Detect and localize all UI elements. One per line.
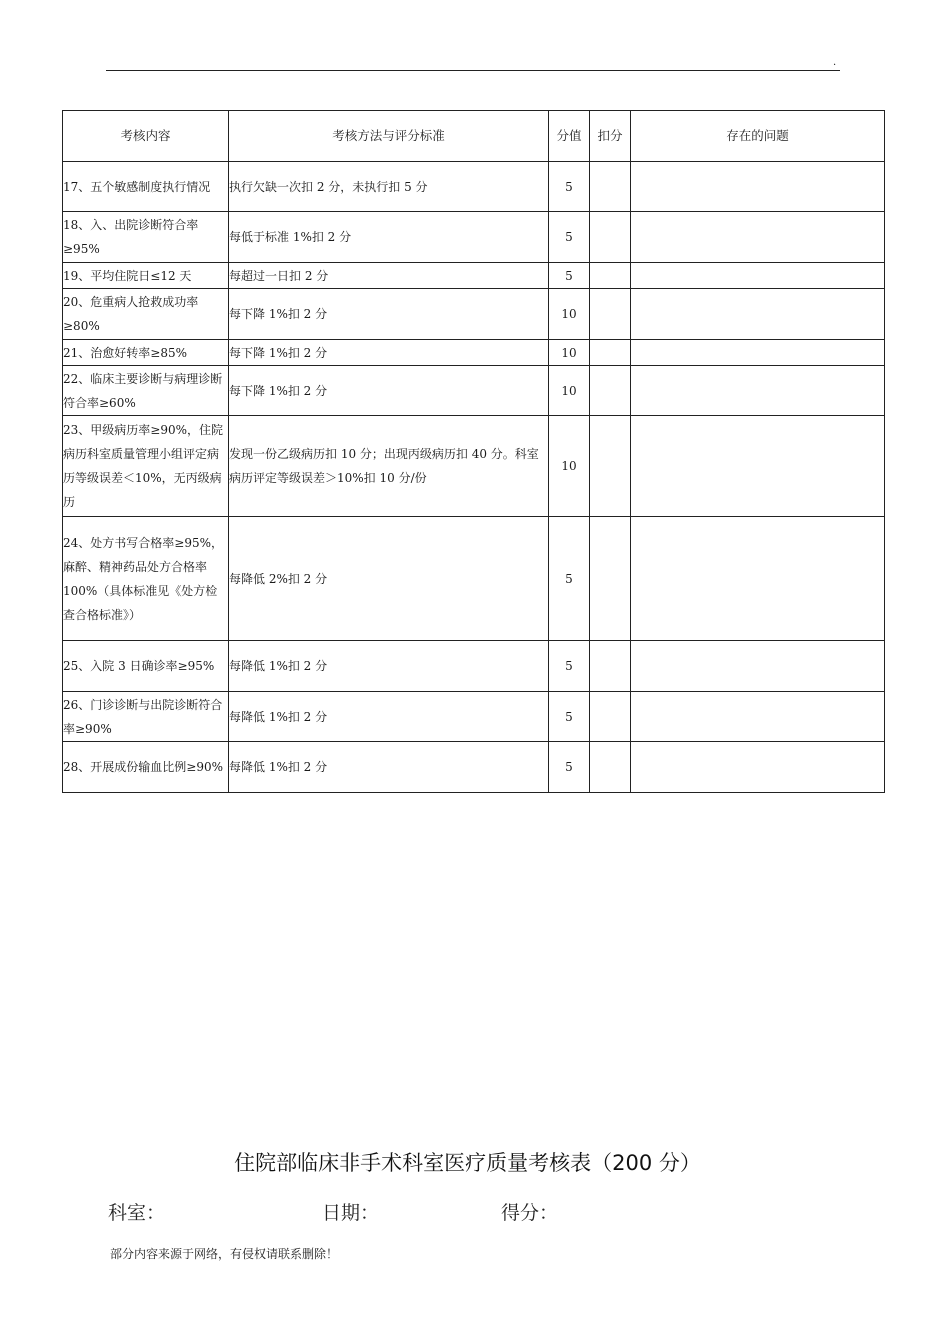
- department-label: 科室：: [108, 1202, 166, 1224]
- row-method: 执行欠缺一次扣 2 分，未执行扣 5 分: [229, 162, 549, 212]
- row-score: 10: [549, 340, 590, 366]
- form-title: 住院部临床非手术科室医疗质量考核表（200 分）: [234, 1151, 701, 1175]
- table-row: [63, 517, 885, 641]
- row-method: 每降低 2%扣 2 分: [229, 517, 549, 641]
- row-score: 5: [549, 742, 590, 793]
- table-row: [63, 289, 885, 340]
- row-content: 20、危重病人抢救成功率≥80%: [63, 289, 229, 340]
- row-deduct-cell[interactable]: [590, 366, 631, 416]
- header-mark: .: [833, 57, 837, 68]
- table-row: [63, 641, 885, 692]
- table-row: [63, 212, 885, 263]
- row-issues-cell[interactable]: [631, 742, 885, 793]
- row-content: 26、门诊诊断与出院诊断符合率≥90%: [63, 692, 229, 742]
- row-issues-cell[interactable]: [631, 340, 885, 366]
- row-score: 5: [549, 212, 590, 263]
- row-issues-cell[interactable]: [631, 289, 885, 340]
- row-issues-cell[interactable]: [631, 641, 885, 692]
- row-method: 每下降 1%扣 2 分: [229, 340, 549, 366]
- row-deduct-cell[interactable]: [590, 416, 631, 517]
- row-method: 每下降 1%扣 2 分: [229, 289, 549, 340]
- row-content: 28、开展成份输血比例≥90%: [63, 742, 229, 793]
- row-score: 10: [549, 366, 590, 416]
- row-issues-cell[interactable]: [631, 517, 885, 641]
- row-issues-cell[interactable]: [631, 366, 885, 416]
- row-deduct-cell[interactable]: [590, 263, 631, 289]
- row-score: 5: [549, 517, 590, 641]
- table-row: [63, 366, 885, 416]
- row-score: 5: [549, 641, 590, 692]
- row-method: 每降低 1%扣 2 分: [229, 742, 549, 793]
- row-score: 5: [549, 692, 590, 742]
- table-row: [63, 340, 885, 366]
- row-score: 5: [549, 162, 590, 212]
- table-row: [63, 162, 885, 212]
- row-deduct-cell[interactable]: [590, 641, 631, 692]
- row-method: 每降低 1%扣 2 分: [229, 692, 549, 742]
- row-method: 每降低 1%扣 2 分: [229, 641, 549, 692]
- row-deduct-cell[interactable]: [590, 340, 631, 366]
- row-deduct-cell[interactable]: [590, 162, 631, 212]
- table-header-row: [63, 111, 885, 162]
- row-issues-cell[interactable]: [631, 692, 885, 742]
- header-score: 分值: [549, 111, 590, 162]
- date-label: 日期：: [322, 1202, 380, 1224]
- row-content: 21、治愈好转率≥85%: [63, 340, 229, 366]
- disclaimer-note: 部分内容来源于网络，有侵权请联系删除！: [110, 1247, 339, 1261]
- row-issues-cell[interactable]: [631, 162, 885, 212]
- header-rule: [106, 70, 840, 71]
- row-issues-cell[interactable]: [631, 212, 885, 263]
- table-row: [63, 692, 885, 742]
- table-row: [63, 742, 885, 793]
- row-content: 22、临床主要诊断与病理诊断符合率≥60%: [63, 366, 229, 416]
- row-deduct-cell[interactable]: [590, 517, 631, 641]
- row-content: 18、入、出院诊断符合率≥95%: [63, 212, 229, 263]
- row-content: 19、平均住院日≤12 天: [63, 263, 229, 289]
- row-issues-cell[interactable]: [631, 416, 885, 517]
- row-content: 25、入院 3 日确诊率≥95%: [63, 641, 229, 692]
- row-deduct-cell[interactable]: [590, 212, 631, 263]
- table-row: [63, 263, 885, 289]
- header-deduct: 扣分: [590, 111, 631, 162]
- row-content: 17、五个敏感制度执行情况: [63, 162, 229, 212]
- row-deduct-cell[interactable]: [590, 289, 631, 340]
- header-method: 考核方法与评分标准: [229, 111, 549, 162]
- row-score: 5: [549, 263, 590, 289]
- row-method: 每低于标准 1%扣 2 分: [229, 212, 549, 263]
- row-content: 24、处方书写合格率≥95%，麻醉、精神药品处方合格率 100%（具体标准见《处方检查合格标准》）: [63, 517, 229, 641]
- row-issues-cell[interactable]: [631, 263, 885, 289]
- row-score: 10: [549, 416, 590, 517]
- row-method: 每超过一日扣 2 分: [229, 263, 549, 289]
- row-content: 23、甲级病历率≥90%，住院病历科室质量管理小组评定病历等级误差＜10%，无丙级病历: [63, 416, 229, 517]
- row-method: 发现一份乙级病历扣 10 分；出现丙级病历扣 40 分。科室病历评定等级误差＞10%扣 10 分/份: [229, 416, 549, 517]
- row-method: 每下降 1%扣 2 分: [229, 366, 549, 416]
- row-deduct-cell[interactable]: [590, 742, 631, 793]
- assessment-table: [62, 110, 885, 793]
- row-deduct-cell[interactable]: [590, 692, 631, 742]
- header-content: 考核内容: [63, 111, 229, 162]
- row-score: 10: [549, 289, 590, 340]
- score-label: 得分：: [501, 1202, 559, 1224]
- table-row: [63, 416, 885, 517]
- header-issues: 存在的问题: [631, 111, 885, 162]
